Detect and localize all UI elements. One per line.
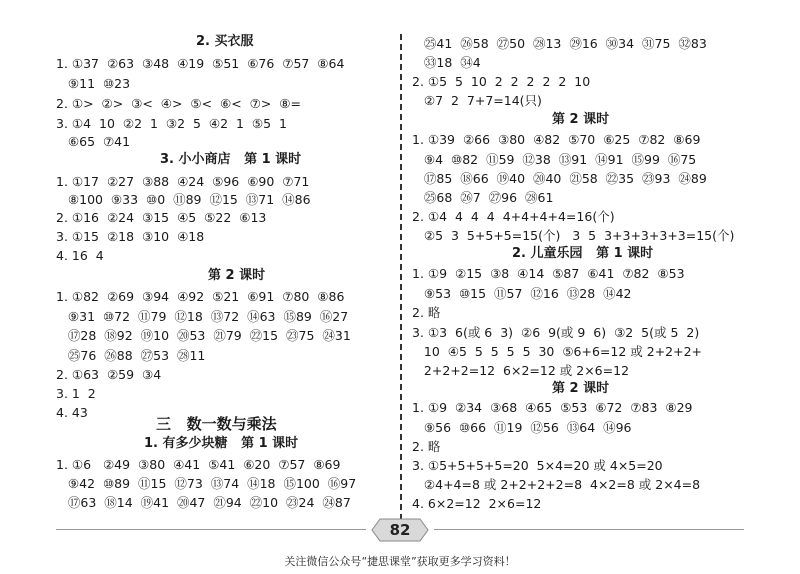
answer-line: 1. ①37 ②63 ③48 ④19 ⑤51 ⑥76 ⑦57 ⑧64 [56,56,345,71]
answer-line: 1. ①17 ②27 ③88 ④24 ⑤96 ⑥90 ⑦71 [56,174,310,189]
answer-line: ⑰63 ⑱14 ⑲41 ⑳47 ㉑94 ㉒10 ㉓24 ㉔87 [56,495,351,510]
chapter-title: 三 数一数与乘法 [156,415,277,433]
section-title-playground: 2. 儿童乐园 第 1 课时 [512,246,654,261]
section-title-small-shop: 3. 小小商店 第 1 课时 [160,152,302,167]
answer-line: 3. ①3 6(或 6 3) ②6 9(或 9 6) ③2 5(或 5 2) [412,325,700,340]
answer-line: 2. 略 [412,439,441,454]
answer-line: 4. 43 [56,405,88,420]
answer-line: ⑥65 ⑦41 [56,134,131,149]
answer-line: ⑨31 ⑩72 ⑪79 ⑫18 ⑬72 ⑭63 ⑮89 ⑯27 [56,309,349,324]
answer-line: 2. ①4 4 4 4 4+4+4+4=16(个) [412,209,615,224]
answer-line: 1. ①39 ②66 ③80 ④82 ⑤70 ⑥25 ⑦82 ⑧69 [412,132,701,147]
footer-rule-right [434,529,744,530]
section-title-buy-clothes: 2. 买衣服 [196,34,254,49]
answer-line: 2. ①16 ②24 ③15 ④5 ⑤22 ⑥13 [56,210,267,225]
answer-line: ⑨4 ⑩82 ⑪59 ⑫38 ⑬91 ⑭91 ⑮99 ⑯75 [412,152,697,167]
answer-line: ⑨53 ⑩15 ⑪57 ⑫16 ⑬28 ⑭42 [412,286,632,301]
answer-line: 2. 略 [412,305,441,320]
column-divider [400,34,402,520]
footer-rule-left [56,529,366,530]
answer-line: 1. ①82 ②69 ③94 ④92 ⑤21 ⑥91 ⑦80 ⑧86 [56,289,345,304]
answer-line: 3. 1 2 [56,386,96,401]
answer-line: ②7 2 7+7=14(只) [412,93,542,108]
answer-line: ㉝18 ㉞4 [412,55,481,70]
answer-line: 2+2+2=12 6×2=12 或 2×6=12 [412,363,630,378]
answer-line: 3. ①15 ②18 ③10 ④18 [56,229,205,244]
answer-line: 1. ①9 ②34 ③68 ④65 ⑤53 ⑥72 ⑦83 ⑧29 [412,400,693,415]
answer-line: 2. ①63 ②59 ③4 [56,367,162,382]
answer-line: ㉕76 ㉖88 ㉗53 ㉘11 [56,348,206,363]
answer-line: ㉕68 ㉖7 ㉗96 ㉘61 [412,190,554,205]
answer-line: ㉕41 ㉖58 ㉗50 ㉘13 ㉙16 ㉚34 ㉛75 ㉜83 [412,36,707,51]
section-title-lesson-2: 第 2 课时 [552,112,610,127]
answer-line: ⑰85 ⑱66 ⑲40 ⑳40 ㉑58 ㉒35 ㉓93 ㉔89 [412,171,707,186]
answer-line: ②4+4=8 或 2+2+2+2=8 4×2=8 或 2×4=8 [412,477,701,492]
answer-line: ⑧100 ⑨33 ⑩0 ⑪89 ⑫15 ⑬71 ⑭86 [56,192,311,207]
answer-line: 1. ①9 ②15 ③8 ④14 ⑤87 ⑥41 ⑦82 ⑧53 [412,266,685,281]
answer-line: 2. ①> ②> ③< ④> ⑤< ⑥< ⑦> ⑧= [56,96,301,111]
answer-line: 4. 16 4 [56,248,104,263]
answer-line: ⑨56 ⑩66 ⑪19 ⑫56 ⑬64 ⑭96 [412,420,632,435]
footer-note: 关注微信公众号“捷思课堂”获取更多学习资料！ [284,555,516,568]
answer-line: 3. ①5+5+5+5=20 5×4=20 或 4×5=20 [412,458,663,473]
answer-line: 3. ①4 10 ②2 1 ③2 5 ④2 1 ⑤5 1 [56,116,287,131]
answer-line: ②5 3 5+5+5=15(个) 3 5 3+3+3+3+3=15(个) [412,228,735,243]
answer-line: 1. ①6 ②49 ③80 ④41 ⑤41 ⑥20 ⑦57 ⑧69 [56,457,341,472]
section-title-how-many-candies: 1. 有多少块糖 第 1 课时 [144,436,299,451]
answer-line: ⑨42 ⑩89 ⑪15 ⑫73 ⑬74 ⑭18 ⑮100 ⑯97 [56,476,357,491]
answer-line: 2. ①5 5 10 2 2 2 2 2 10 [412,74,591,89]
answer-line: ⑨11 ⑩23 [56,76,131,91]
section-title-lesson-2: 第 2 课时 [552,381,610,396]
section-title-lesson-2: 第 2 课时 [208,268,266,283]
answer-line: 10 ④5 5 5 5 5 30 ⑤6+6=12 或 2+2+2+ [412,344,703,359]
answer-line: ⑰28 ⑱92 ⑲10 ⑳53 ㉑79 ㉒15 ㉓75 ㉔31 [56,328,351,343]
answer-line: 4. 6×2=12 2×6=12 [412,496,542,511]
page-number: 82 [389,521,411,539]
